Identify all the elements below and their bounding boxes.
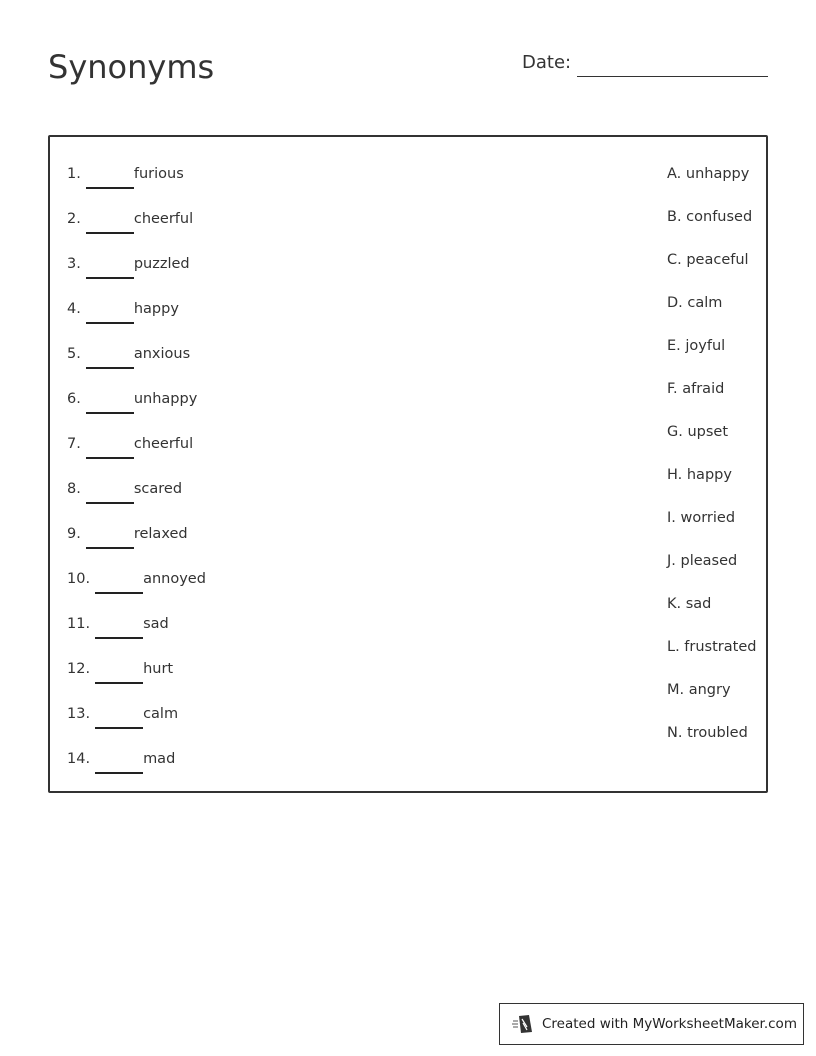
question-number: 10. <box>67 570 91 587</box>
question-number: 1. <box>67 165 81 182</box>
answer-blank[interactable] <box>95 578 143 594</box>
answer-blank[interactable] <box>95 623 143 639</box>
date-label: Date: <box>522 52 572 73</box>
answer-list <box>667 152 756 754</box>
question-list <box>67 151 206 781</box>
question-number: 7. <box>67 435 81 452</box>
question-item <box>67 241 206 286</box>
question-number: 11. <box>67 615 91 632</box>
question-word: cheerful <box>133 210 194 227</box>
answer-blank[interactable] <box>86 488 134 504</box>
answer-blank[interactable] <box>86 263 134 279</box>
question-number: 3. <box>67 255 81 272</box>
question-word: furious <box>133 165 184 182</box>
worksheet-logo-icon <box>512 1013 534 1035</box>
question-word: sad <box>143 615 169 632</box>
answer-option: E. joyful <box>667 337 726 354</box>
question-word: annoyed <box>143 570 206 587</box>
answer-blank[interactable] <box>95 668 143 684</box>
answer-option: K. sad <box>667 595 712 612</box>
question-item <box>67 421 206 466</box>
answer-option: A. unhappy <box>667 165 750 182</box>
question-item <box>67 601 206 646</box>
question-number: 12. <box>67 660 91 677</box>
question-word: happy <box>133 300 179 317</box>
answer-blank[interactable] <box>86 398 134 414</box>
question-number: 8. <box>67 480 81 497</box>
date-field-line[interactable] <box>577 76 768 77</box>
question-word: scared <box>133 480 183 497</box>
question-item <box>67 196 206 241</box>
question-word: relaxed <box>133 525 188 542</box>
question-item <box>67 376 206 421</box>
question-number: 2. <box>67 210 81 227</box>
answer-blank[interactable] <box>95 713 143 729</box>
question-word: cheerful <box>133 435 194 452</box>
answer-blank[interactable] <box>95 758 143 774</box>
question-item <box>67 466 206 511</box>
answer-blank[interactable] <box>86 308 134 324</box>
answer-option: M. angry <box>667 681 731 698</box>
answer-blank[interactable] <box>86 533 134 549</box>
footer-text: Created with MyWorksheetMaker.com <box>542 1016 797 1032</box>
question-number: 6. <box>67 390 81 407</box>
matching-box <box>48 135 768 793</box>
question-number: 14. <box>67 750 91 767</box>
answer-blank[interactable] <box>86 443 134 459</box>
footer-credit <box>499 1003 804 1045</box>
answer-option: G. upset <box>667 423 729 440</box>
question-number: 4. <box>67 300 81 317</box>
question-number: 13. <box>67 705 91 722</box>
answer-blank[interactable] <box>86 173 134 189</box>
answer-option: N. troubled <box>667 724 748 741</box>
question-word: anxious <box>133 345 191 362</box>
question-number: 9. <box>67 525 81 542</box>
answer-blank[interactable] <box>86 218 134 234</box>
answer-option: J. pleased <box>667 552 738 569</box>
question-item <box>67 511 206 556</box>
question-item <box>67 691 206 736</box>
answer-option: C. peaceful <box>667 251 749 268</box>
question-word: hurt <box>143 660 174 677</box>
question-word: unhappy <box>133 390 198 407</box>
question-item <box>67 646 206 691</box>
question-item <box>67 736 206 781</box>
answer-option: D. calm <box>667 294 723 311</box>
question-number: 5. <box>67 345 81 362</box>
answer-option: F. afraid <box>667 380 725 397</box>
question-item <box>67 556 206 601</box>
question-item <box>67 331 206 376</box>
answer-option: L. frustrated <box>667 638 757 655</box>
question-word: puzzled <box>133 255 190 272</box>
answer-option: I. worried <box>667 509 736 526</box>
answer-option: B. confused <box>667 208 753 225</box>
answer-option: H. happy <box>667 466 732 483</box>
question-word: mad <box>143 750 176 767</box>
question-item <box>67 286 206 331</box>
answer-blank[interactable] <box>86 353 134 369</box>
question-item <box>67 151 206 196</box>
question-word: calm <box>143 705 179 722</box>
page-title: Synonyms <box>48 48 215 86</box>
